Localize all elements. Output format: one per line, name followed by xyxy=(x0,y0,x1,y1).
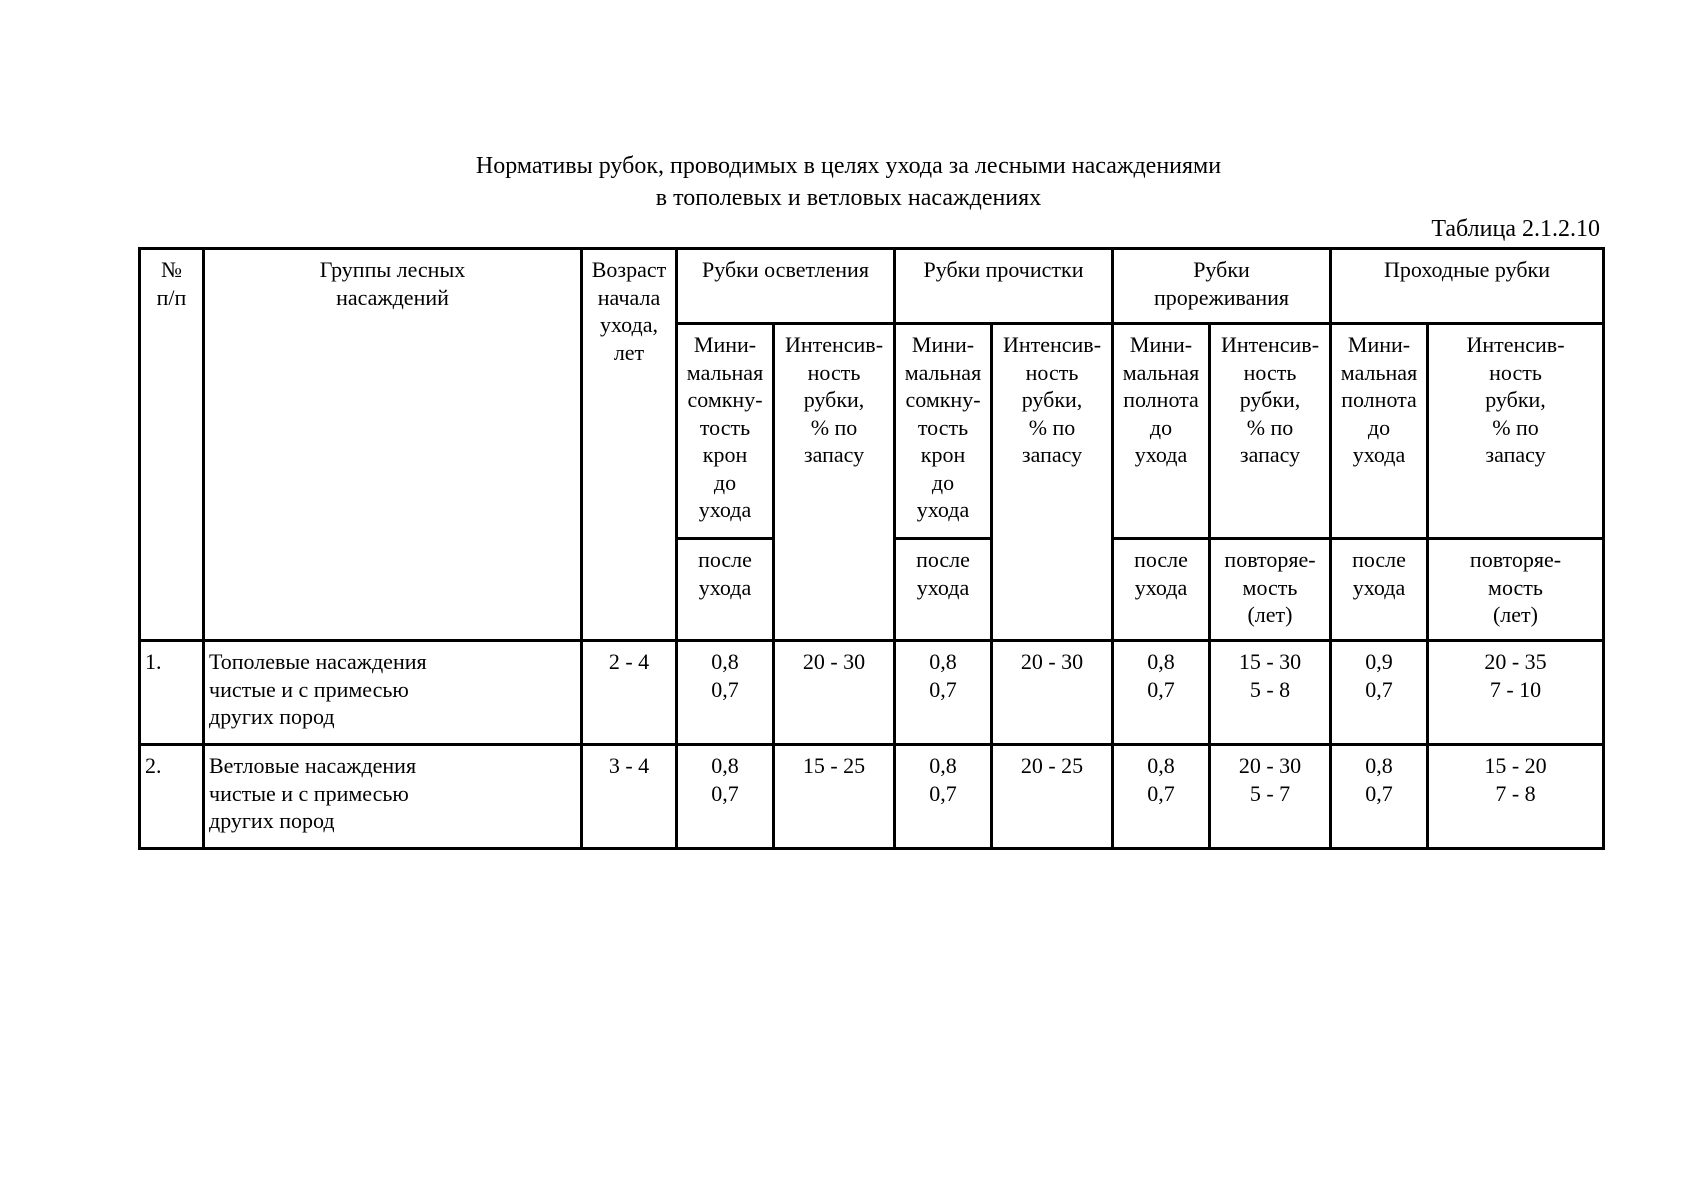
header-age-l1: Возраст xyxy=(591,257,667,282)
header-num-l2: п/п xyxy=(156,284,187,310)
hdr-line: ухода xyxy=(916,497,970,522)
hdr-line: крон xyxy=(702,442,748,467)
hdr-line: тость xyxy=(699,414,751,440)
hdr-line: % по xyxy=(1028,414,1076,440)
row-group-line: чистые и с примесью xyxy=(209,780,409,806)
cell-line: 0,7 xyxy=(929,676,957,702)
header-osv-min xyxy=(677,324,774,539)
cell-line: 5 - 8 xyxy=(1249,676,1291,702)
cell-line: 0,8 xyxy=(929,753,957,778)
hdr-line: тость xyxy=(917,414,969,440)
header-prokh-min xyxy=(1331,324,1428,539)
header-age xyxy=(582,249,677,641)
table-title xyxy=(0,150,1697,214)
row-group-line: Тополевые насаждения xyxy=(209,649,427,674)
hdr-line: мость xyxy=(1242,574,1298,600)
header-num xyxy=(140,249,204,641)
header-prokh-posle xyxy=(1331,539,1428,641)
hdr-line: запасу xyxy=(1021,442,1083,467)
hdr-line: ухода xyxy=(698,574,752,600)
table-row xyxy=(140,641,1604,745)
hdr-line: рубки, xyxy=(1239,387,1301,412)
title-line-1: Нормативы рубок, проводимых в целях ухода за лесными насаждениями xyxy=(475,153,1222,179)
hdr-line: рубки, xyxy=(1485,387,1546,412)
row-osv-min xyxy=(677,641,774,745)
hdr-line: Мини- xyxy=(1129,332,1193,357)
cell-line: 0,8 xyxy=(1147,753,1175,778)
hdr-line: полнота xyxy=(1123,387,1199,412)
header-age-l2: начала xyxy=(597,284,661,310)
cell-line: 15 - 30 xyxy=(1238,649,1302,674)
hdr-line: % по xyxy=(810,414,858,440)
header-osv-posle xyxy=(677,539,774,641)
row-prorezh-int xyxy=(1210,745,1331,849)
row-prorezh-int xyxy=(1210,641,1331,745)
header-groups xyxy=(204,249,582,641)
row-group-line: чистые и с примесью xyxy=(209,676,409,702)
hdr-line: после xyxy=(1352,547,1406,572)
header-prorezh-povt xyxy=(1210,539,1331,641)
hdr-line: Мини- xyxy=(911,332,975,357)
header-groups-l2: насаждений xyxy=(336,284,449,310)
row-osv-int: 15 - 25 xyxy=(774,745,895,849)
hdr-line: Интенсив- xyxy=(1002,332,1102,357)
header-prorezh-min xyxy=(1113,324,1210,539)
hdr-line: полнота xyxy=(1341,387,1417,412)
row-proch-min xyxy=(895,745,992,849)
cell-line: 7 - 10 xyxy=(1489,676,1542,702)
row-prorezh-min xyxy=(1113,641,1210,745)
hdr-line: Интенсив- xyxy=(784,332,884,357)
header-prorezh-posle xyxy=(1113,539,1210,641)
cell-line: 0,8 xyxy=(711,753,739,778)
row-age: 2 - 4 xyxy=(582,641,677,745)
norms-table xyxy=(138,247,1605,850)
cell-line: 20 - 35 xyxy=(1484,649,1547,674)
hdr-line: мальная xyxy=(1340,359,1418,385)
hdr-line: запасу xyxy=(803,442,865,467)
header-prorezh-int xyxy=(1210,324,1331,539)
row-osv-int: 20 - 30 xyxy=(774,641,895,745)
header-prokh-int xyxy=(1428,324,1604,539)
header-prokhodnye: Проходные рубки xyxy=(1331,249,1604,324)
hdr-line: ность xyxy=(1489,359,1542,385)
row-prokh-int xyxy=(1428,641,1604,745)
row-prorezh-min xyxy=(1113,745,1210,849)
cell-line: 20 - 30 xyxy=(1238,753,1302,778)
hdr-line: Мини- xyxy=(1347,332,1411,357)
table-row xyxy=(140,745,1604,849)
header-prorezhivanie xyxy=(1113,249,1331,324)
header-osv-int xyxy=(774,324,895,641)
hdr-line: после xyxy=(698,547,752,572)
cell-line: 0,8 xyxy=(1365,753,1393,778)
hdr-line: ность xyxy=(1243,359,1297,385)
header-prorezhivanie-l2: прореживания xyxy=(1153,284,1290,310)
hdr-line: после xyxy=(1134,547,1188,572)
header-groups-l1: Группы лесных xyxy=(319,257,466,282)
cell-line: 0,8 xyxy=(711,649,739,674)
hdr-line: (лет) xyxy=(1247,602,1293,627)
hdr-line: повторяе- xyxy=(1469,547,1562,572)
row-proch-min xyxy=(895,641,992,745)
cell-line: 0,7 xyxy=(711,780,739,806)
row-prokh-min xyxy=(1331,641,1428,745)
hdr-line: мальная xyxy=(904,359,982,385)
cell-line: 15 - 20 xyxy=(1484,753,1547,778)
table-number: Таблица 2.1.2.10 xyxy=(1431,216,1600,242)
row-prokh-int xyxy=(1428,745,1604,849)
header-prochistki: Рубки прочистки xyxy=(895,249,1113,324)
hdr-line: до xyxy=(931,469,955,495)
hdr-line: рубки, xyxy=(803,387,865,412)
title-line-2: в тополевых и ветловых насаждениях xyxy=(655,185,1042,211)
hdr-line: до xyxy=(1149,414,1173,440)
row-group xyxy=(204,745,582,849)
cell-line: 0,7 xyxy=(929,780,957,806)
hdr-line: до xyxy=(1367,414,1391,440)
hdr-line: мальная xyxy=(1122,359,1200,385)
header-osvetlenie: Рубки осветления xyxy=(677,249,895,324)
hdr-line: ность xyxy=(807,359,861,385)
row-group xyxy=(204,641,582,745)
row-group-line: других пород xyxy=(209,704,335,729)
row-group-line: других пород xyxy=(209,808,335,833)
row-proch-int: 20 - 25 xyxy=(992,745,1113,849)
hdr-line: ухода xyxy=(1134,574,1188,600)
row-num: 2. xyxy=(140,745,204,849)
cell-line: 0,7 xyxy=(1365,676,1393,702)
hdr-line: рубки, xyxy=(1021,387,1083,412)
hdr-line: % по xyxy=(1492,414,1539,440)
header-age-l4: лет xyxy=(613,339,645,365)
hdr-line: запасу xyxy=(1485,442,1546,467)
cell-line: 0,7 xyxy=(1147,676,1175,702)
hdr-line: после xyxy=(916,547,970,572)
hdr-line: мость xyxy=(1488,574,1543,600)
hdr-line: Мини- xyxy=(693,332,757,357)
cell-line: 0,7 xyxy=(711,676,739,702)
hdr-line: % по xyxy=(1246,414,1294,440)
header-num-l1: № xyxy=(161,257,182,282)
header-prokh-povt xyxy=(1428,539,1604,641)
hdr-line: Интенсив- xyxy=(1466,332,1565,357)
hdr-line: ухода xyxy=(698,497,752,522)
row-group-line: Ветловые насаждения xyxy=(209,753,417,778)
header-proch-posle xyxy=(895,539,992,641)
hdr-line: ность xyxy=(1025,359,1079,385)
hdr-line: мальная xyxy=(686,359,764,385)
hdr-line: ухода xyxy=(1134,442,1188,467)
row-num: 1. xyxy=(140,641,204,745)
hdr-line: сомкну- xyxy=(905,387,981,412)
header-prorezhivanie-l1: Рубки xyxy=(1193,257,1250,282)
cell-line: 0,7 xyxy=(1147,780,1175,806)
hdr-line: повторяе- xyxy=(1224,547,1316,572)
hdr-line: ухода xyxy=(916,574,970,600)
header-proch-int xyxy=(992,324,1113,641)
header-proch-min xyxy=(895,324,992,539)
hdr-line: крон xyxy=(920,442,966,467)
hdr-line: Интенсив- xyxy=(1220,332,1320,357)
cell-line: 0,7 xyxy=(1365,780,1393,806)
header-age-l3: ухода, xyxy=(600,312,658,337)
row-age: 3 - 4 xyxy=(582,745,677,849)
hdr-line: сомкну- xyxy=(687,387,763,412)
hdr-line: запасу xyxy=(1239,442,1301,467)
cell-line: 5 - 7 xyxy=(1249,780,1291,806)
cell-line: 0,9 xyxy=(1365,649,1393,674)
hdr-line: до xyxy=(713,469,737,495)
header-row-1 xyxy=(140,249,1604,324)
row-osv-min xyxy=(677,745,774,849)
cell-line: 0,8 xyxy=(1147,649,1175,674)
row-prokh-min xyxy=(1331,745,1428,849)
hdr-line: (лет) xyxy=(1492,602,1538,627)
hdr-line: ухода xyxy=(1352,442,1406,467)
cell-line: 7 - 8 xyxy=(1495,780,1536,806)
row-proch-int: 20 - 30 xyxy=(992,641,1113,745)
hdr-line: ухода xyxy=(1352,574,1406,600)
cell-line: 0,8 xyxy=(929,649,957,674)
